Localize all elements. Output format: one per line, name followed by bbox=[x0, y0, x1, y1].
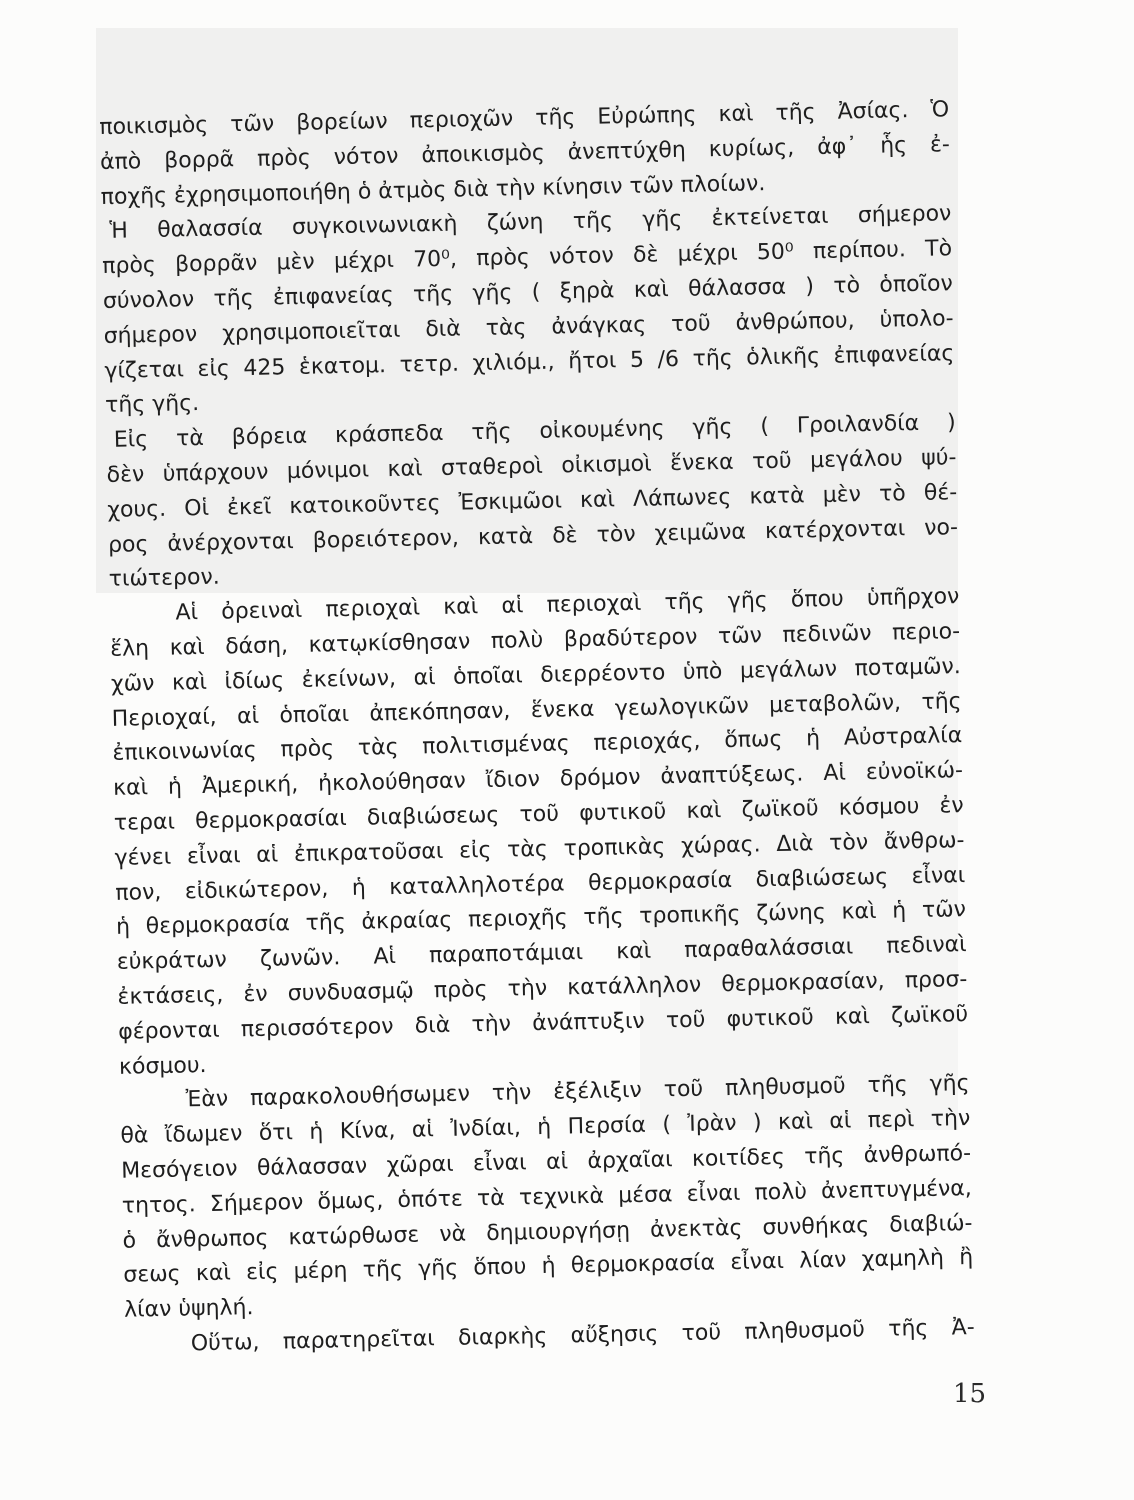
text-line: τητος. Σήμερον ὅμως, ὁπότε τὰ τεχνικὰ μέσα εἶναι πολὺ ἀνεπτυγμένα, bbox=[121, 1175, 972, 1219]
text-line: ἡ θερμοκρασία τῆς ἀκραίας περιοχῆς τῆς τροπικῆς ζώνης καὶ ἡ τῶν bbox=[115, 897, 967, 941]
text-line: Αἱ ὀρειναὶ περιοχαὶ καὶ αἱ περιοχαὶ τῆς γῆς ὅπου ὑπῆρχον bbox=[175, 584, 960, 626]
text-line: ποχῆς ἐχρησιμοποιήθη ὁ ἀτμὸς διὰ τὴν κίνησιν τῶν πλοίων. bbox=[100, 170, 766, 210]
text-line: γίζεται εἰς 425 ἑκατομ. τετρ. χιλιόμ., ἤτοι 5 /6 τῆς ὁλικῆς ἐπιφανείας bbox=[104, 340, 955, 384]
text-line: θὰ ἴδωμεν ὅτι ἡ Κίνα, αἱ Ἰνδίαι, ἡ Περσία ( Ἰρὰν ) καὶ αἱ περὶ τὴν bbox=[120, 1106, 971, 1149]
text-line: Ἐὰν παρακολουθήσωμεν τὴν ἐξέλιξιν τοῦ πληθυσμοῦ τῆς γῆς bbox=[185, 1071, 970, 1113]
text-line: εὐκράτων ζωνῶν. Αἱ παραποτάμιαι καὶ παραθαλάσσιαι πεδιναὶ bbox=[116, 932, 967, 975]
text-line: Μεσόγειον θάλασσαν χῶραι εἶναι αἱ ἀρχαῖαι κοιτίδες τῆς ἀνθρωπό- bbox=[120, 1140, 972, 1184]
text-line: Οὕτω, παρατηρεῖται διαρκὴς αὔξησις τοῦ πληθυσμοῦ τῆς Ἀ- bbox=[190, 1314, 975, 1357]
text-line: σύνολον τῆς ἐπιφανείας τῆς γῆς ( ξηρὰ καὶ θάλασσα ) τὸ ὁποῖον bbox=[102, 271, 954, 314]
text-line: λίαν ὑψηλή. bbox=[123, 1295, 254, 1323]
paragraph bbox=[101, 198, 955, 425]
paragraph bbox=[109, 580, 969, 1085]
text-line: Ἡ θαλασσία συγκοινωνιακὴ ζώνη τῆς γῆς ἐκτείνεται σήμερον bbox=[109, 201, 952, 245]
text-line: κόσμου. bbox=[118, 1052, 207, 1080]
text-line: δὲν ὑπάρχουν μόνιμοι καὶ σταθεροὶ οἰκισμοὶ ἕνεκα τοῦ μεγάλου ψύ- bbox=[106, 445, 957, 488]
text-line: σεως καὶ εἰς μέρη τῆς γῆς ὅπου ἡ θερμοκρασία εἶναι λίαν χαμηλὴ ἢ bbox=[123, 1245, 974, 1289]
body-text bbox=[99, 93, 975, 1363]
text-line: Περιοχαί, αἱ ὁποῖαι ἀπεκόπησαν, ἕνεκα γεωλογικῶν μεταβολῶν, τῆς bbox=[111, 688, 962, 732]
text-line: καὶ ἡ Ἀμερική, ἠκολούθησαν ἴδιον δρόμον ἀναπτύξεως. Αἱ εὐνοϊκώ- bbox=[112, 758, 964, 802]
text-line: χους. Οἱ ἐκεῖ κατοικοῦντες Ἐσκιμῶοι καὶ Λάπωνες κατὰ μὲν τὸ θέ- bbox=[107, 479, 958, 523]
text-line: ὁ ἄνθρωπος κατώρθωσε νὰ δημιουργήσῃ ἀνεκτὰς συνθήκας διαβιώ- bbox=[122, 1210, 973, 1254]
text-line: Εἰς τὰ βόρεια κράσπεδα τῆς οἰκουμένης γῆς ( Γροιλανδία ) bbox=[113, 410, 956, 453]
text-line: φέρονται περισσότερον διὰ τὴν ἀνάπτυξιν τοῦ φυτικοῦ καὶ ζωϊκοῦ bbox=[118, 1001, 969, 1045]
text-line: χῶν καὶ ἰδίως ἐκείνων, αἱ ὁποῖαι διερρέοντο ὑπὸ μεγάλων ποταμῶν. bbox=[110, 653, 962, 697]
text-line: ἕλη καὶ δάση, κατῳκίσθησαν πολὺ βραδύτερον τῶν πεδινῶν περιο- bbox=[109, 619, 961, 662]
paragraph bbox=[106, 406, 959, 598]
text-line: ἀπὸ βορρᾶ πρὸς νότον ἀποικισμὸς ἀνεπτύχθη κυρίως, ἀφ᾽ ἧς ἐ- bbox=[99, 132, 951, 175]
text-line: γένει εἶναι αἱ ἐπικρατοῦσαι εἰς τὰς τροπικὰς χώρας. Διὰ τὸν ἄνθρω- bbox=[114, 827, 965, 871]
page-number: 15 bbox=[953, 1379, 987, 1409]
text-line: πρὸς βορρᾶν μὲν μέχρι 70⁰, πρὸς νότον δὲ μέχρι 50⁰ περίπου. Τὸ bbox=[101, 236, 953, 280]
text-line: ἐκτάσεις, ἐν συνδυασμῷ πρὸς τὴν κατάλληλον θερμοκρασίαν, προσ- bbox=[117, 966, 968, 1010]
paragraph bbox=[99, 93, 951, 215]
text-line: σήμερον χρησιμοποιεῖται διὰ τὰς ἀνάγκας τοῦ ἀνθρώπου, ὑπολο- bbox=[103, 305, 954, 349]
text-line: τῆς γῆς. bbox=[104, 391, 200, 419]
paragraph bbox=[119, 1067, 974, 1328]
text-line: πον, εἰδικώτερον, ἡ καταλληλοτέρα θερμοκρασία διαβιώσεως εἶναι bbox=[115, 862, 966, 906]
text-line: ρος ἀνέρχονται βορειότερον, κατὰ δὲ τὸν χειμῶνα κατέρχονται νο- bbox=[107, 514, 959, 558]
text-line: τιώτερον. bbox=[108, 564, 221, 593]
text-line: ἐπικοινωνίας πρὸς τὰς πολιτισμένας περιοχάς, ὅπως ἡ Αὐστραλία bbox=[112, 723, 963, 767]
text-line: τεραι θερμοκρασίαι διαβιώσεως τοῦ φυτικοῦ καὶ ζωϊκοῦ κόσμου ἐν bbox=[113, 793, 964, 836]
text-line: ποικισμὸς τῶν βορείων περιοχῶν τῆς Εὐρώπης καὶ τῆς Ἀσίας. Ὁ bbox=[99, 97, 950, 141]
